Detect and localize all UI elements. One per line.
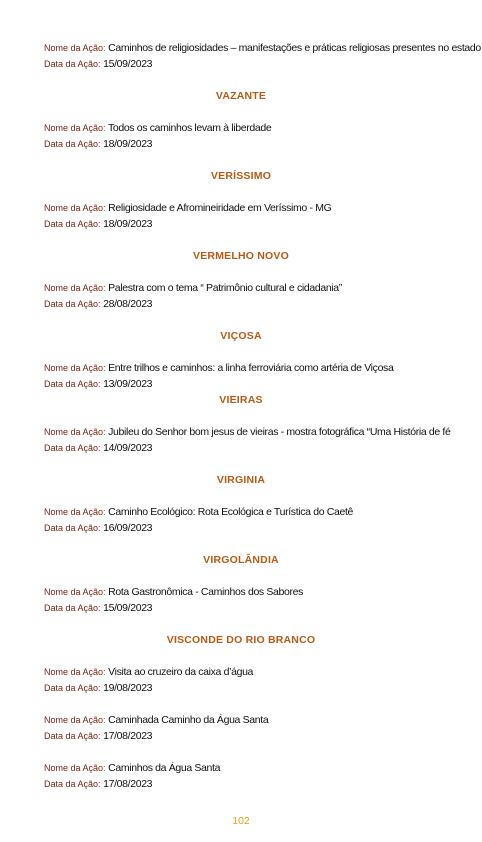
action-date-label: Data da Ação: <box>44 523 101 533</box>
action-name-label: Nome da Ação: <box>44 203 106 213</box>
action-name-label: Nome da Ação: <box>44 363 106 373</box>
action-date-label: Data da Ação: <box>44 731 101 741</box>
action-name-line <box>44 585 472 599</box>
action-name-label: Nome da Ação: <box>44 507 106 517</box>
action-name-label: Nome da Ação: <box>44 43 106 53</box>
action-date-label: Data da Ação: <box>44 139 101 149</box>
action-name-line <box>44 361 472 375</box>
action-date-label: Data da Ação: <box>44 299 101 309</box>
action-date-line <box>44 57 472 71</box>
action-name-value: Visita ao cruzeiro da caixa d’água <box>108 666 254 678</box>
action-name-line <box>44 121 472 135</box>
action-date-line <box>44 681 472 695</box>
action-name-value: Rota Gastronômica - Caminhos dos Sabores <box>108 586 304 598</box>
action-date-label: Data da Ação: <box>44 379 101 389</box>
action-date-value: 14/09/2023 <box>103 442 153 454</box>
action-date-label: Data da Ação: <box>44 603 101 613</box>
municipality-heading: VIRGOLÂNDIA <box>203 554 279 566</box>
action-name-value: Caminho Ecológico: Rota Ecológica e Turística do Caetê <box>108 506 354 518</box>
action-name-value: Jubileu do Senhor bom jesus de vieiras - mostra fotográfica “Uma História de fé <box>108 426 451 438</box>
action-name-value: Religiosidade e Afromineiridade em Veríssimo - MG <box>108 202 332 214</box>
action-name-label: Nome da Ação: <box>44 283 106 293</box>
action-date-label: Data da Ação: <box>44 779 101 789</box>
action-name-label: Nome da Ação: <box>44 715 106 725</box>
action-name-label: Nome da Ação: <box>44 763 106 773</box>
action-date-label: Data da Ação: <box>44 219 101 229</box>
action-name-line <box>44 425 472 439</box>
municipality-heading: VERMELHO NOVO <box>193 250 289 262</box>
action-name-value: Caminhos da Água Santa <box>108 762 221 774</box>
action-date-line <box>44 729 472 743</box>
action-date-value: 16/09/2023 <box>103 522 153 534</box>
action-name-line <box>44 281 472 295</box>
municipality-heading: VISCONDE DO RIO BRANCO <box>166 634 316 646</box>
action-name-label: Nome da Ação: <box>44 427 106 437</box>
action-name-value: Palestra com o tema “ Patrimônio cultural e cidadania” <box>108 282 342 294</box>
action-date-line <box>44 777 472 791</box>
action-date-line <box>44 441 472 455</box>
action-name-label: Nome da Ação: <box>44 587 106 597</box>
action-date-value: 17/08/2023 <box>103 778 153 790</box>
municipality-heading: VIRGINIA <box>216 474 266 486</box>
action-date-line <box>44 297 472 311</box>
action-name-line <box>44 41 481 55</box>
action-date-value: 18/09/2023 <box>103 218 153 230</box>
action-date-line <box>44 217 472 231</box>
action-name-value: Todos os caminhos levam à liberdade <box>107 122 272 134</box>
action-name-line <box>44 665 472 679</box>
municipality-heading: VERÍSSIMO <box>210 170 272 182</box>
action-date-value: 13/09/2023 <box>103 378 153 390</box>
action-name-line <box>44 713 472 727</box>
action-date-line <box>44 137 472 151</box>
action-date-label: Data da Ação: <box>44 59 101 69</box>
action-name-line <box>44 505 472 519</box>
action-name-value: Caminhos de religiosidades – manifestações e práticas religiosas presentes no estado <box>108 42 481 54</box>
action-date-value: 28/08/2023 <box>103 298 153 310</box>
action-date-value: 19/08/2023 <box>103 682 153 694</box>
municipality-heading: VIÇOSA <box>220 330 262 342</box>
municipality-heading: VIEIRAS <box>219 394 263 406</box>
action-name-line <box>44 201 472 215</box>
action-date-value: 15/09/2023 <box>103 602 153 614</box>
action-date-line <box>44 521 472 535</box>
action-date-value: 15/09/2023 <box>103 58 153 70</box>
action-name-label: Nome da Ação: <box>44 123 106 133</box>
action-date-line <box>44 377 472 391</box>
action-date-label: Data da Ação: <box>44 443 101 453</box>
action-date-line <box>44 601 472 615</box>
action-name-value: Entre trilhos e caminhos: a linha ferroviária como artéria de Viçosa <box>108 362 394 374</box>
page-number: 102 <box>232 815 250 827</box>
action-name-label: Nome da Ação: <box>44 667 106 677</box>
action-name-value: Caminhada Caminho da Água Santa <box>108 714 269 726</box>
action-date-value: 18/09/2023 <box>103 138 153 150</box>
action-date-label: Data da Ação: <box>44 683 101 693</box>
action-date-value: 17/08/2023 <box>103 730 153 742</box>
municipality-heading: VAZANTE <box>215 90 267 102</box>
action-name-line <box>44 761 472 775</box>
